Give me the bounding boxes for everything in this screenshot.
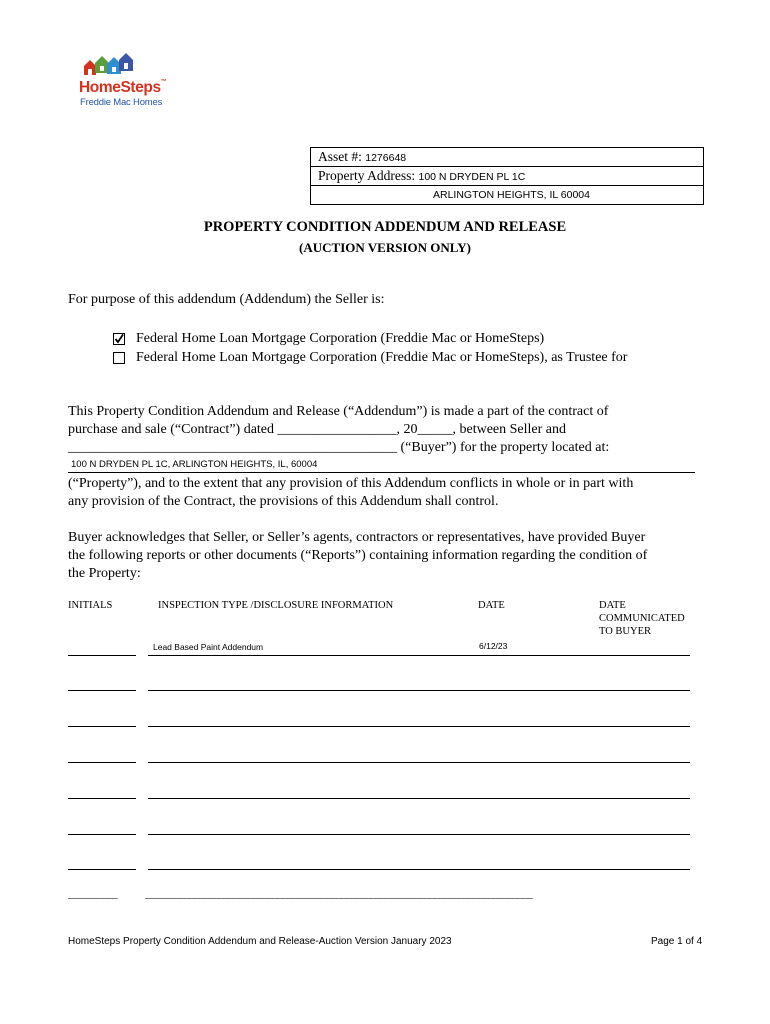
address-line2: ARLINGTON HEIGHTS, IL 60004 <box>433 189 590 201</box>
logo-tagline: Freddie Mac Homes <box>80 97 163 108</box>
reports-line-2: the following reports or other documents (“Reports”) containing information regarding the condition of <box>68 548 648 563</box>
row-4-initials-line[interactable] <box>68 762 136 763</box>
logo-wordmark: HomeSteps™ <box>79 79 167 96</box>
row-1-date: 6/12/23 <box>479 641 508 651</box>
row-8-initials[interactable]: __________ <box>68 888 118 900</box>
header-inspection: INSPECTION TYPE /DISCLOSURE INFORMATION <box>158 600 394 611</box>
contract-line-1: This Property Condition Addendum and Release (“Addendum”) is made a part of the contract of <box>68 404 609 419</box>
row-6-initials-line[interactable] <box>68 834 136 835</box>
row-2-info-line[interactable] <box>148 690 690 691</box>
header-date: DATE <box>478 600 505 611</box>
footer-left: HomeSteps Property Condition Addendum and Release-Auction Version January 2023 <box>68 936 452 947</box>
header-initials: INITIALS <box>68 600 113 611</box>
seller-option-2: Federal Home Loan Mortgage Corporation (Freddie Mac or HomeSteps), as Trustee for <box>136 350 628 365</box>
document-title: PROPERTY CONDITION ADDENDUM AND RELEASE <box>203 219 567 235</box>
row-3-initials-line[interactable] <box>68 726 136 727</box>
header-dc-line1: DATE <box>599 600 626 611</box>
contract-line-4: (“Property”), and to the extent that any provision of this Addendum conflicts in whole or in part with <box>68 476 634 491</box>
checkmark-icon <box>114 334 124 344</box>
header-dc-line3: TO BUYER <box>599 626 652 637</box>
row-1-initials-line[interactable] <box>68 655 136 656</box>
seller-intro: For purpose of this addendum (Addendum) the Seller is: <box>68 292 385 307</box>
row-5-info-line[interactable] <box>148 798 690 799</box>
property-address-value: 100 N DRYDEN PL 1C, ARLINGTON HEIGHTS, IL, 60004 <box>71 459 318 470</box>
asset-row <box>311 148 703 167</box>
row-7-initials-line[interactable] <box>68 869 136 870</box>
contract-line-5: any provision of the Contract, the provisions of this Addendum shall control. <box>68 494 499 509</box>
address-row <box>311 167 703 186</box>
header-date-communicated <box>599 599 685 638</box>
checkbox-freddie-mac[interactable] <box>113 333 125 345</box>
address-line1: 100 N DRYDEN PL 1C <box>418 171 526 183</box>
reports-line-1: Buyer acknowledges that Seller, or Seller’s agents, contractors or representatives, have provided Buyer <box>68 530 646 545</box>
row-2-initials-line[interactable] <box>68 690 136 691</box>
header-dc-line2: COMMUNICATED <box>599 613 685 624</box>
page-number: Page 1 of 4 <box>651 936 703 947</box>
row-4-info-line[interactable] <box>148 762 690 763</box>
row-1-inspection: Lead Based Paint Addendum <box>153 642 264 652</box>
row-5-initials-line[interactable] <box>68 798 136 799</box>
homesteps-logo <box>79 52 189 112</box>
address-row-2 <box>311 186 703 204</box>
row-7-info-line[interactable] <box>148 869 690 870</box>
asset-info-box <box>310 147 704 205</box>
houses-icon <box>83 52 153 80</box>
reports-line-3: the Property: <box>68 566 141 581</box>
contract-line-3: _______________________________________________ (“Buyer”) for the property located at: <box>68 440 610 455</box>
asset-label: Asset #: 1276648 <box>318 149 407 164</box>
seller-option-1: Federal Home Loan Mortgage Corporation (Freddie Mac or HomeSteps) <box>136 331 545 346</box>
contract-line-2: purchase and sale (“Contract”) dated _________________, 20_____, between Seller and <box>68 422 567 437</box>
row-6-info-line[interactable] <box>148 834 690 835</box>
checkbox-trustee[interactable] <box>113 352 125 364</box>
document-subtitle: (AUCTION VERSION ONLY) <box>299 240 471 255</box>
row-1-info-line[interactable] <box>148 655 690 656</box>
row-3-info-line[interactable] <box>148 726 690 727</box>
property-address-line <box>68 472 695 473</box>
row-8-info[interactable]: _______________________________________________________________________________ <box>145 888 533 900</box>
address-label: Property Address: 100 N DRYDEN PL 1C <box>318 168 526 183</box>
asset-value: 1276648 <box>365 152 407 164</box>
